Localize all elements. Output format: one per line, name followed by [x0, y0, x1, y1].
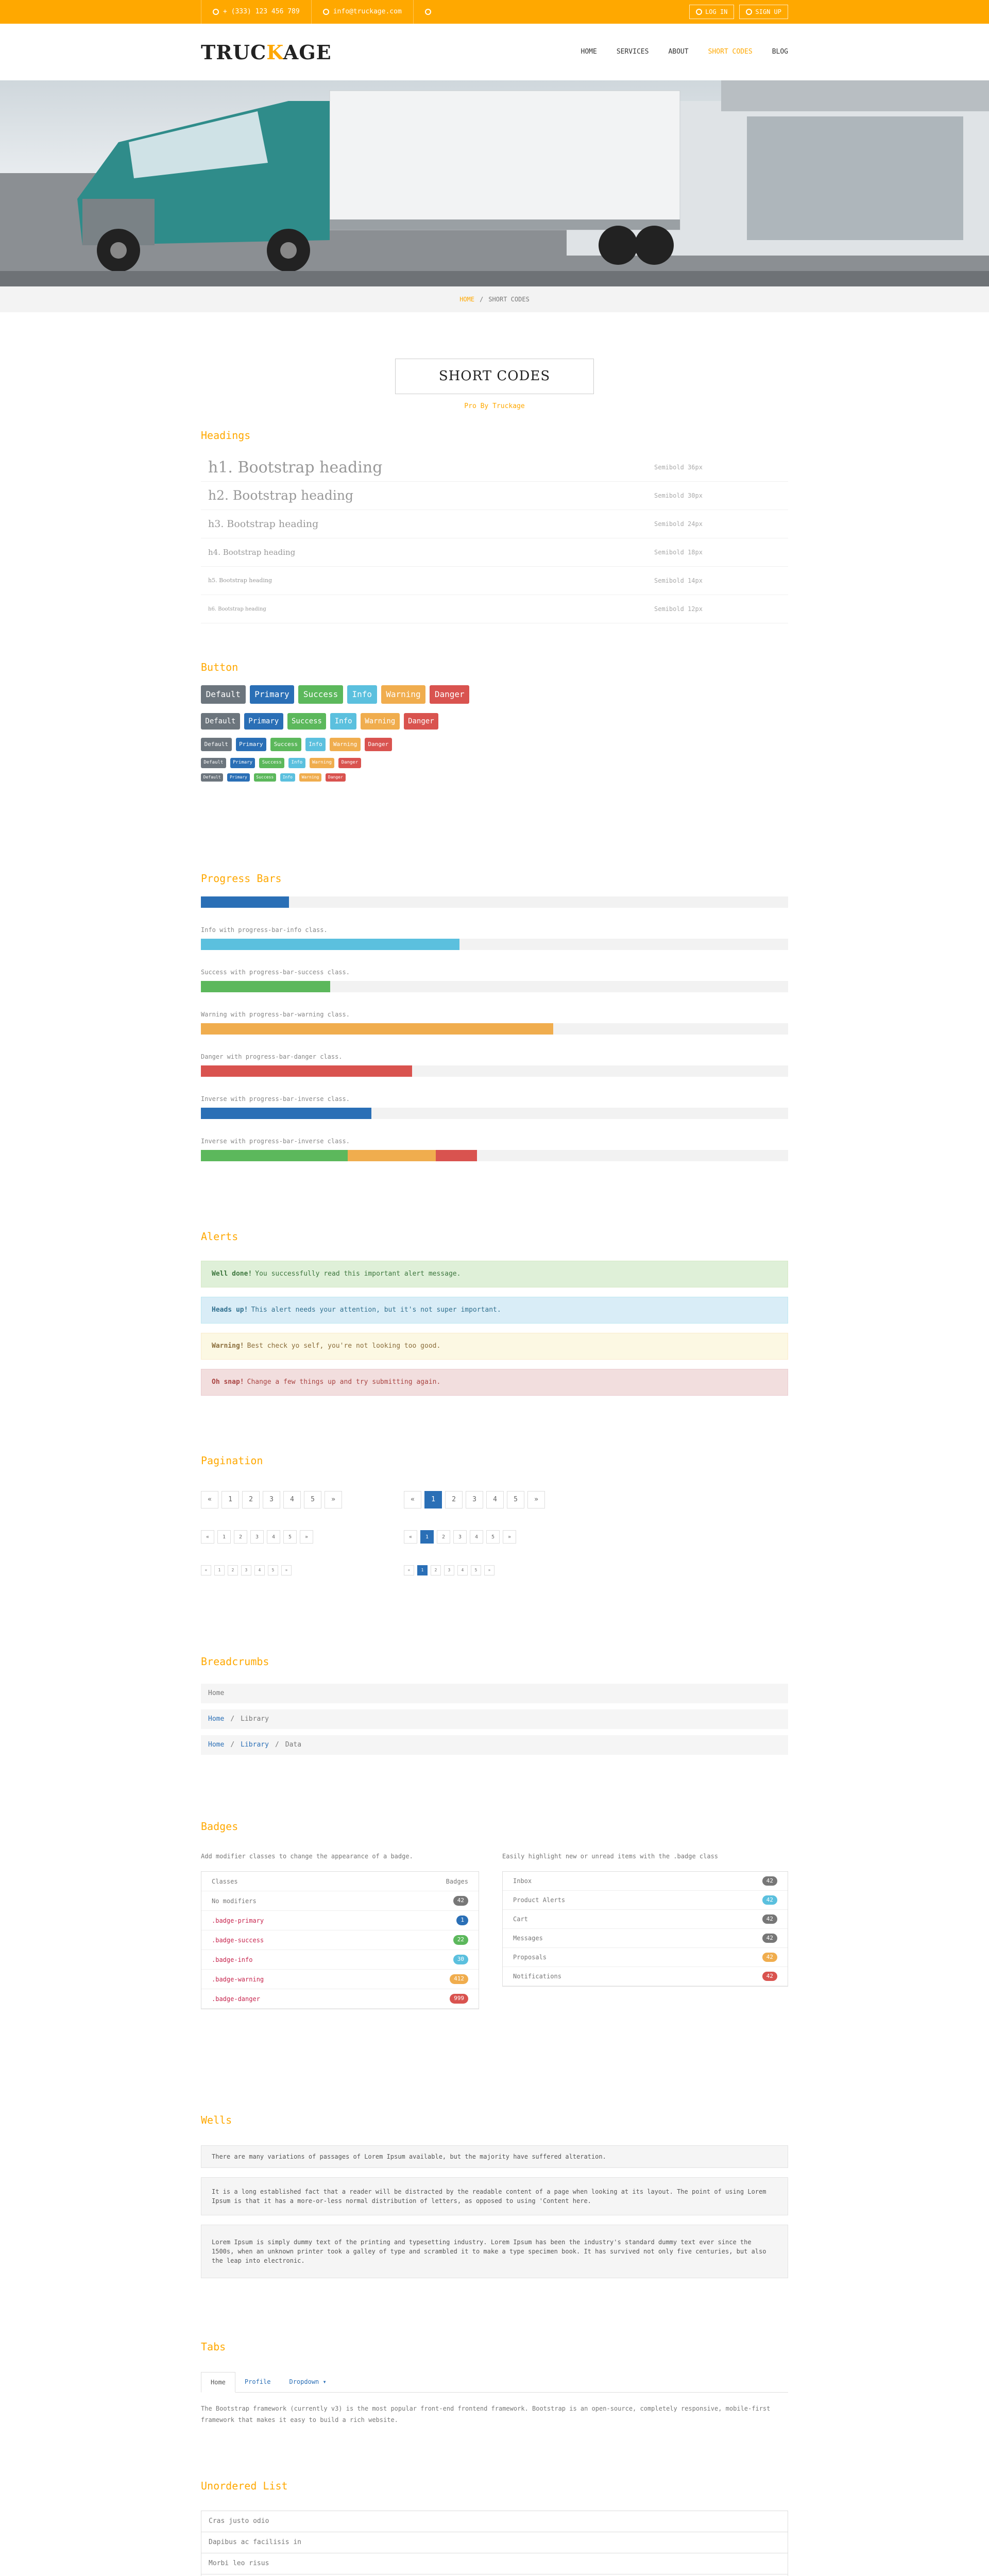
main-nav — [581, 47, 788, 57]
button-danger[interactable]: Danger — [326, 773, 346, 782]
heading-row — [201, 595, 788, 623]
col-header: Badges — [446, 1877, 468, 1885]
badge-class: .badge-primary — [212, 1917, 264, 1924]
badge: 42 — [762, 1876, 777, 1886]
page-link[interactable]: 2 — [431, 1565, 441, 1575]
tab-bar — [201, 2372, 788, 2393]
button-default[interactable]: Default — [201, 685, 246, 704]
badge-class: .badge-info — [212, 1956, 253, 1963]
badge-row — [201, 1989, 479, 2009]
page-link[interactable]: 5 — [304, 1491, 321, 1509]
alert-text: Best check yo self, you're not looking too good. — [247, 1342, 441, 1350]
list-item — [201, 2574, 788, 2576]
search-icon[interactable] — [425, 9, 431, 15]
heading-row — [201, 482, 788, 510]
section-title: Alerts — [201, 1230, 238, 1243]
badge-row — [201, 1911, 479, 1930]
page-link[interactable]: 1 — [420, 1530, 434, 1544]
button-danger[interactable]: Danger — [338, 758, 361, 768]
heading-size: Semibold 14px — [654, 577, 703, 584]
badge: 42 — [762, 1953, 777, 1962]
breadcrumbs-section — [201, 1654, 788, 1761]
signup-button[interactable] — [739, 5, 788, 19]
button-info[interactable]: Info — [330, 713, 356, 730]
progress-label: Danger with progress-bar-danger class. — [201, 1053, 343, 1060]
badge-row — [201, 1970, 479, 1989]
heading-row — [201, 538, 788, 567]
page-link[interactable]: 2 — [445, 1491, 463, 1509]
badge: 412 — [450, 1974, 468, 1984]
page-link[interactable]: » — [527, 1491, 545, 1509]
top-bar — [0, 0, 989, 24]
heading-size: Semibold 24px — [654, 520, 703, 528]
section-title: Unordered List — [201, 2480, 288, 2492]
page-link[interactable]: 3 — [453, 1530, 467, 1544]
button-default[interactable]: Default — [201, 773, 223, 782]
heading-row — [201, 567, 788, 595]
breadcrumb-item: Data — [285, 1741, 302, 1749]
progress-label: Warning with progress-bar-warning class. — [201, 1011, 350, 1018]
phone-info — [201, 0, 311, 24]
search-toggle[interactable] — [413, 0, 442, 24]
nav-item[interactable]: BLOG — [772, 48, 788, 56]
wells-section — [201, 2112, 788, 2287]
alert-strong: Warning! — [212, 1342, 244, 1350]
envelope-icon — [323, 9, 329, 15]
button-warning[interactable]: Warning — [310, 758, 335, 768]
page-link[interactable]: 5 — [486, 1530, 500, 1544]
user-icon — [746, 9, 752, 15]
pagination-section — [201, 1453, 788, 1597]
page-link[interactable]: 1 — [424, 1491, 442, 1509]
well: There are many variations of passages of Lorem Ipsum available, but the majority have suffered alteration. — [201, 2145, 788, 2168]
alert-box — [201, 1297, 788, 1324]
unordered-list — [201, 2511, 788, 2576]
list-item-label: Inbox — [513, 1877, 532, 1885]
button-info[interactable]: Info — [347, 685, 377, 704]
page-link[interactable]: 4 — [470, 1530, 483, 1544]
pagination-row — [404, 1530, 545, 1544]
button-success[interactable]: Success — [298, 685, 343, 704]
list-item-label: Cart — [513, 1916, 528, 1923]
list-item[interactable] — [503, 1929, 788, 1948]
badge: 999 — [450, 1994, 468, 2004]
logo-part: TRUC — [201, 40, 267, 64]
badge-row — [201, 1950, 479, 1970]
list-item[interactable] — [503, 1948, 788, 1967]
button-info[interactable]: Info — [305, 738, 326, 751]
breadcrumb-item[interactable]: Home — [208, 1741, 225, 1749]
badge: 42 — [762, 1895, 777, 1905]
heading-sample: h3. Bootstrap heading — [208, 518, 319, 530]
progress-label: Success with progress-bar-success class. — [201, 969, 350, 976]
button-row — [201, 773, 788, 782]
alert-text: You successfully read this important alert message. — [255, 1270, 461, 1278]
heading-sample: h4. Bootstrap heading — [208, 547, 296, 557]
button-warning[interactable]: Warning — [361, 713, 400, 730]
section-title: Progress Bars — [201, 872, 282, 885]
page-link[interactable]: 1 — [221, 1491, 239, 1509]
heading-sample: h2. Bootstrap heading — [208, 488, 354, 503]
list-item-label: Proposals — [513, 1954, 547, 1961]
breadcrumb-bar — [201, 1684, 788, 1703]
alert-strong: Oh snap! — [212, 1378, 244, 1386]
breadcrumb-home[interactable]: HOME — [459, 296, 475, 303]
header — [201, 24, 788, 80]
badge: 42 — [762, 1972, 777, 1981]
progress-fill — [201, 1150, 348, 1161]
progress-fill — [201, 939, 459, 950]
button-info[interactable]: Info — [280, 773, 295, 782]
progress-bar — [201, 1065, 788, 1077]
progress-bar — [201, 896, 788, 908]
button-success[interactable]: Success — [287, 713, 327, 730]
login-label: LOG IN — [705, 8, 728, 15]
button-danger[interactable]: Danger — [404, 713, 438, 730]
breadcrumb-item: Library — [241, 1715, 269, 1723]
alert-strong: Well done! — [212, 1270, 252, 1278]
email-info[interactable] — [311, 0, 413, 24]
breadcrumb-bar — [201, 1735, 788, 1755]
pagination-left — [201, 1491, 342, 1597]
button-warning[interactable]: Warning — [330, 738, 361, 751]
page-link[interactable]: » — [325, 1491, 342, 1509]
progress-fill — [201, 1108, 371, 1119]
heading-row — [201, 510, 788, 538]
list-item: Dapibus ac facilisis in — [201, 2532, 788, 2553]
breadcrumb-item: Home — [208, 1689, 225, 1698]
button-primary[interactable]: Primary — [250, 685, 295, 704]
section-title: Breadcrumbs — [201, 1655, 269, 1668]
progress-label: Inverse with progress-bar-inverse class. — [201, 1095, 350, 1103]
page-link[interactable]: « — [404, 1530, 417, 1544]
phone-text: + (333) 123 456 789 — [223, 8, 300, 16]
badge-class: .badge-success — [212, 1936, 264, 1944]
heading-sample: h1. Bootstrap heading — [208, 458, 383, 477]
logo[interactable] — [201, 38, 332, 67]
pagination-row — [404, 1565, 545, 1575]
progress-bar — [201, 939, 788, 950]
breadcrumb-separator: / — [480, 296, 484, 303]
section-title: Pagination — [201, 1454, 263, 1467]
button-default[interactable]: Default — [201, 738, 232, 751]
badge: 42 — [762, 1914, 777, 1924]
heading-row — [201, 453, 788, 482]
heading-sample: h5. Bootstrap heading — [208, 577, 272, 584]
email-text[interactable]: info@truckage.com — [333, 8, 402, 16]
pagination-row — [201, 1565, 342, 1575]
logo-accent: K — [266, 40, 283, 64]
page-link[interactable]: 5 — [471, 1565, 481, 1575]
page-subtitle: Pro By Truckage — [464, 402, 525, 410]
button-row — [201, 713, 788, 730]
progress-fill — [201, 1023, 553, 1035]
badge: 1 — [456, 1916, 468, 1925]
button-primary[interactable]: Primary — [236, 738, 267, 751]
lock-icon — [696, 9, 702, 15]
progress-fill — [348, 1150, 436, 1161]
signup-label: SIGN UP — [755, 8, 781, 15]
button-warning[interactable]: Warning — [381, 685, 426, 704]
well: Lorem Ipsum is simply dummy text of the printing and typesetting industry. Lorem Ipsum has been the industry's standard dummy text ever since the 1500s, when an unknown printer took a galley of type and scrambled it to make a type specimen book. It has survived not only five centuries, but also the leap into electronic. — [201, 2225, 788, 2278]
badge-class: No modifiers — [212, 1897, 257, 1905]
button-warning[interactable]: Warning — [299, 773, 321, 782]
tab[interactable]: Home — [201, 2372, 235, 2393]
breadcrumb-separator: / — [230, 1741, 235, 1749]
button-success[interactable]: Success — [270, 738, 301, 751]
progress-bar — [201, 1023, 788, 1035]
button-row — [201, 758, 788, 768]
page-link[interactable]: « — [404, 1565, 414, 1575]
breadcrumb-current: SHORT CODES — [488, 296, 530, 303]
progress-fill — [201, 981, 330, 992]
breadcrumb-separator: / — [275, 1741, 279, 1749]
page-link[interactable]: 1 — [214, 1565, 225, 1575]
button-info[interactable]: Info — [288, 758, 305, 768]
page-heading — [0, 359, 989, 412]
heading-sample: h6. Bootstrap heading — [208, 606, 266, 612]
tab[interactable]: Profile — [244, 2378, 271, 2385]
alert-box — [201, 1261, 788, 1287]
list-item: Cras justo odio — [201, 2511, 788, 2532]
button-default[interactable]: Default — [201, 758, 226, 768]
page-link[interactable]: 2 — [437, 1530, 450, 1544]
badge: 30 — [453, 1955, 468, 1964]
progress-bar — [201, 1150, 788, 1161]
truck-illustration — [0, 80, 989, 286]
button-default[interactable]: Default — [201, 713, 240, 730]
alert-text: Change a few things up and try submitting again. — [247, 1378, 441, 1386]
progress-section — [201, 871, 788, 1179]
button-row — [201, 738, 788, 751]
badge-class: .badge-warning — [212, 1975, 264, 1983]
alert-text: This alert needs your attention, but it's not super important. — [251, 1306, 501, 1314]
badge: 42 — [453, 1896, 468, 1906]
heading-size: Semibold 36px — [654, 464, 703, 471]
page-link[interactable]: « — [201, 1565, 211, 1575]
page-link[interactable]: 3 — [263, 1491, 280, 1509]
nav-item[interactable]: HOME — [581, 48, 597, 56]
badge-class: .badge-danger — [212, 1995, 260, 2003]
list-item: Morbi leo risus — [201, 2553, 788, 2574]
page-link[interactable]: 3 — [466, 1491, 483, 1509]
logo-part: AGE — [283, 40, 332, 64]
tab[interactable]: Dropdown ▾ — [289, 2378, 327, 2385]
page-link[interactable]: 4 — [486, 1491, 504, 1509]
page-link[interactable]: 1 — [217, 1530, 231, 1544]
page-link[interactable]: 4 — [283, 1491, 301, 1509]
page-link[interactable]: 3 — [241, 1565, 251, 1575]
list-item[interactable] — [503, 1891, 788, 1910]
breadcrumb-bar — [201, 1709, 788, 1729]
headings-section — [201, 428, 788, 623]
buttons-section — [201, 659, 788, 786]
pagination-row — [201, 1491, 342, 1509]
badge: 42 — [762, 1934, 777, 1943]
phone-icon — [213, 9, 219, 15]
progress-label: Inverse with progress-bar-inverse class. — [201, 1138, 350, 1145]
button-danger[interactable]: Danger — [430, 685, 469, 704]
page-link[interactable]: 2 — [228, 1565, 238, 1575]
button-success[interactable]: Success — [254, 773, 276, 782]
alert-box — [201, 1333, 788, 1360]
list-item-label: Messages — [513, 1935, 543, 1942]
alerts-section — [201, 1229, 788, 1405]
section-title: Tabs — [201, 2341, 226, 2353]
button-success[interactable]: Success — [259, 758, 284, 768]
badges-header — [201, 1872, 479, 1891]
breadcrumb-item[interactable]: Library — [241, 1741, 269, 1749]
page-link[interactable]: 5 — [283, 1530, 297, 1544]
button-danger[interactable]: Danger — [365, 738, 392, 751]
button-row — [201, 685, 788, 704]
page-link[interactable]: 4 — [254, 1565, 265, 1575]
page-link[interactable]: 5 — [268, 1565, 278, 1575]
page-link[interactable]: 5 — [507, 1491, 524, 1509]
breadcrumb-separator: / — [230, 1715, 235, 1723]
heading-size: Semibold 12px — [654, 605, 703, 613]
page-link[interactable]: 1 — [417, 1565, 428, 1575]
badge: 22 — [453, 1935, 468, 1945]
login-button[interactable] — [689, 5, 734, 19]
breadcrumb — [0, 286, 989, 312]
section-title: Headings — [201, 429, 251, 442]
progress-fill — [436, 1150, 477, 1161]
list-item-label: Notifications — [513, 1973, 561, 1980]
list-item[interactable] — [503, 1967, 788, 1986]
page-link[interactable]: « — [201, 1491, 218, 1509]
page-link[interactable]: » — [281, 1565, 292, 1575]
progress-fill — [201, 1065, 412, 1077]
heading-size: Semibold 18px — [654, 549, 703, 556]
page-link[interactable]: 3 — [444, 1565, 454, 1575]
pagination-row — [404, 1491, 545, 1509]
section-title: Button — [201, 661, 238, 673]
badges-table — [201, 1871, 479, 2009]
pagination-right — [404, 1491, 545, 1597]
page-title: SHORT CODES — [395, 359, 594, 394]
badge-row — [201, 1891, 479, 1911]
heading-size: Semibold 30px — [654, 492, 703, 499]
section-title: Wells — [201, 2114, 232, 2126]
page-link[interactable]: 2 — [234, 1530, 247, 1544]
page-link[interactable]: » — [503, 1530, 516, 1544]
list-item-label: Product Alerts — [513, 1896, 566, 1904]
page-link[interactable]: 4 — [267, 1530, 280, 1544]
tab-content: The Bootstrap framework (currently v3) is the most popular front-end frontend framework. Bootstrap is an open-source, completely responsive, mobile-first framework that makes it easy to build a rich website. — [201, 2405, 771, 2424]
nav-item[interactable]: SHORT CODES — [708, 48, 753, 56]
col-header: Classes — [212, 1877, 238, 1885]
alert-strong: Heads up! — [212, 1306, 248, 1314]
badges-section — [201, 1819, 788, 2009]
button-primary[interactable]: Primary — [244, 713, 283, 730]
alert-box — [201, 1369, 788, 1396]
pagination-row — [201, 1530, 342, 1544]
list-item[interactable] — [503, 1872, 788, 1891]
button-primary[interactable]: Primary — [230, 758, 255, 768]
badges-list — [502, 1871, 788, 1987]
progress-fill — [201, 896, 289, 908]
page-link[interactable]: 4 — [457, 1565, 468, 1575]
unordered-list-section — [201, 2478, 788, 2576]
tabs-section — [201, 2339, 788, 2426]
button-primary[interactable]: Primary — [227, 773, 249, 782]
nav-item[interactable]: SERVICES — [616, 48, 649, 56]
badges-intro: Add modifier classes to change the appearance of a badge. — [201, 1853, 413, 1860]
breadcrumb-item[interactable]: Home — [208, 1715, 225, 1723]
progress-label: Info with progress-bar-info class. — [201, 926, 328, 934]
page-link[interactable]: » — [300, 1530, 313, 1544]
badge-row — [201, 1930, 479, 1950]
badges-list-intro: Easily highlight new or unread items with the .badge class — [502, 1853, 719, 1860]
well: It is a long established fact that a reader will be distracted by the readable content of a page when looking at its layout. The point of using Lorem Ipsum is that it has a more-or-less normal distribution of letters, as opposed to using 'Content here. — [201, 2177, 788, 2215]
progress-bar — [201, 1108, 788, 1119]
progress-bar — [201, 981, 788, 992]
list-item[interactable] — [503, 1910, 788, 1929]
page-link[interactable]: 2 — [242, 1491, 260, 1509]
page-link[interactable]: « — [404, 1491, 421, 1509]
hero-banner — [0, 80, 989, 286]
section-title: Badges — [201, 1820, 238, 1833]
nav-item[interactable]: ABOUT — [668, 48, 689, 56]
page-link[interactable]: « — [201, 1530, 214, 1544]
page-link[interactable]: » — [484, 1565, 494, 1575]
page-link[interactable]: 3 — [250, 1530, 264, 1544]
